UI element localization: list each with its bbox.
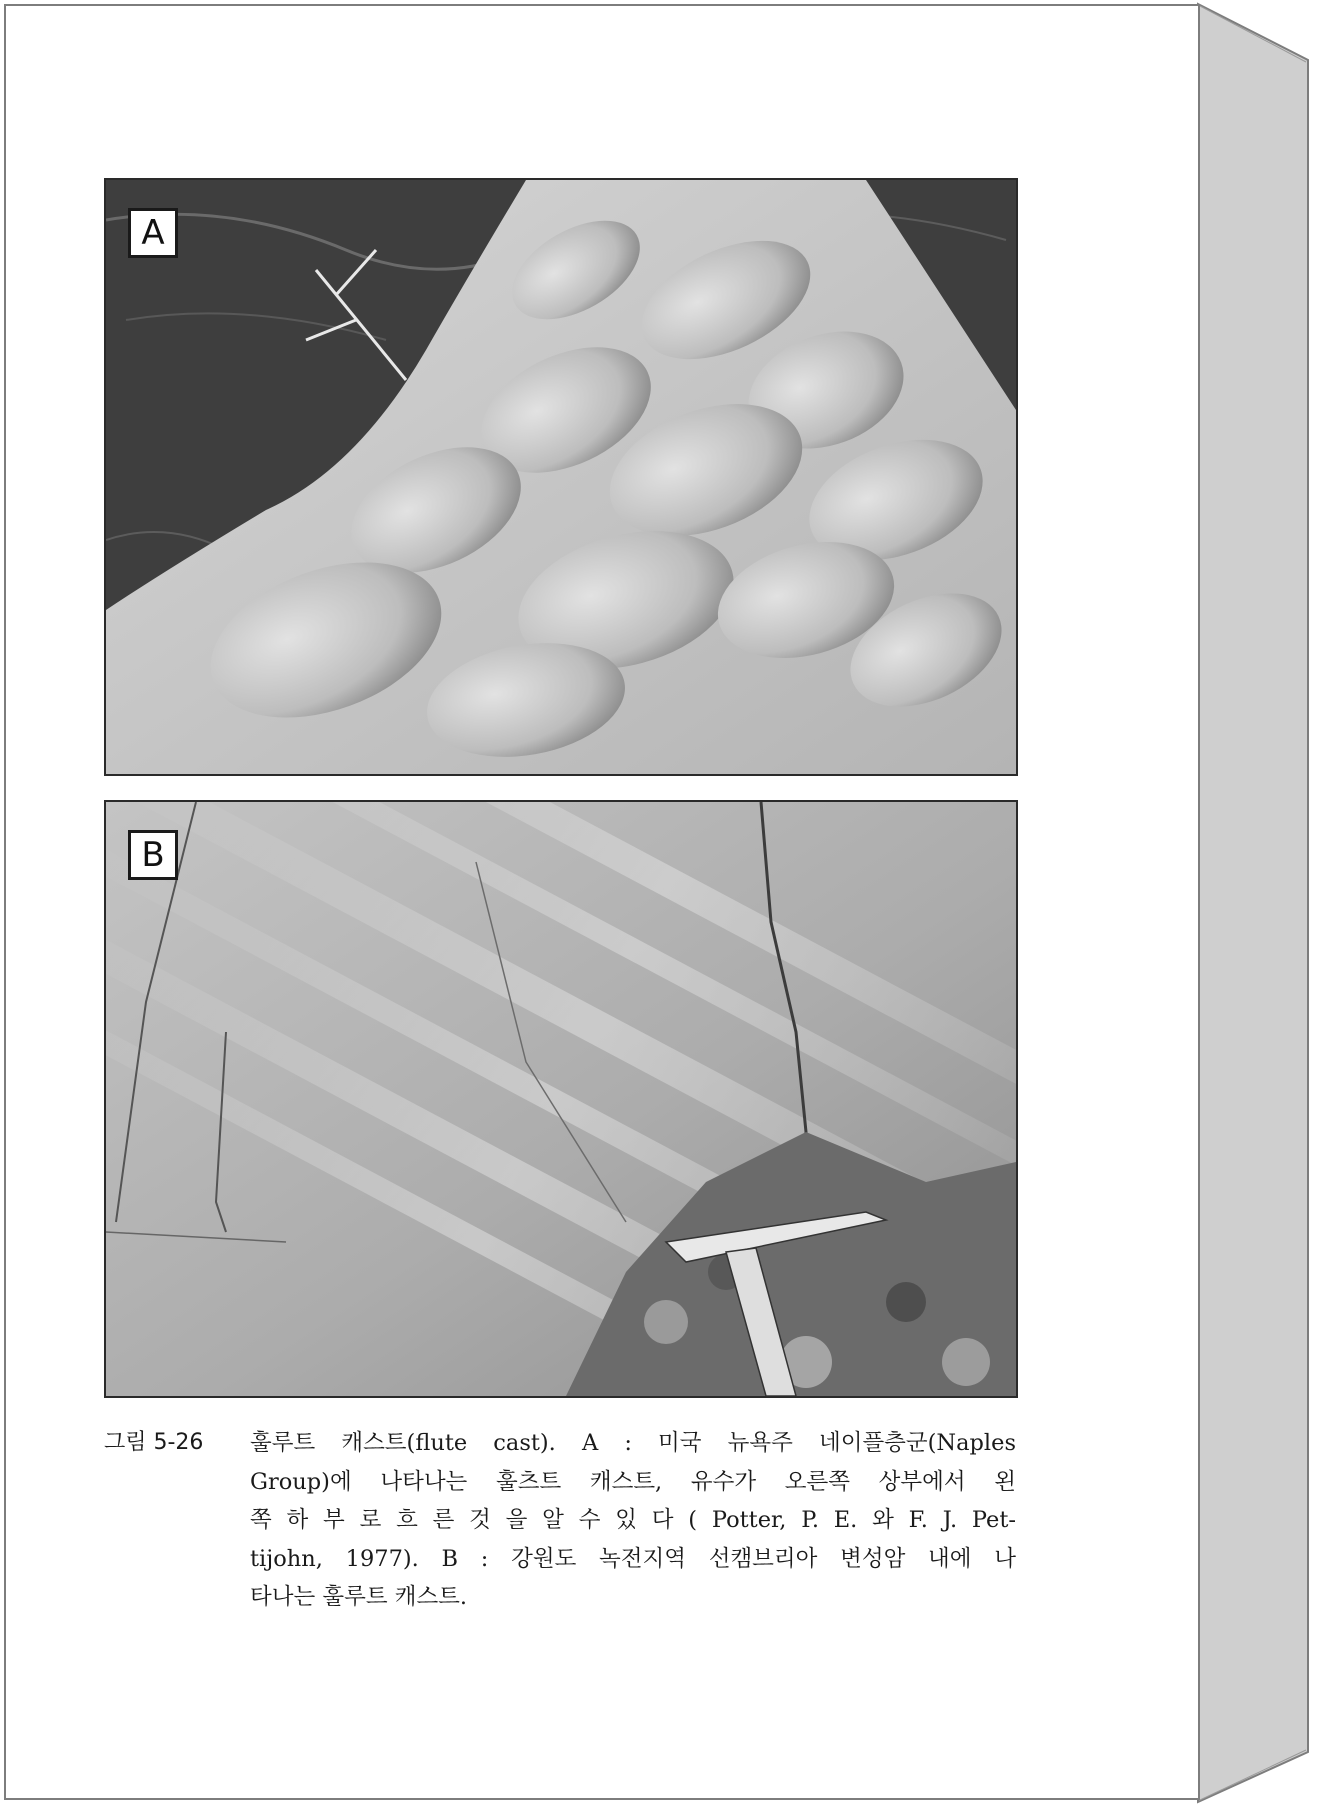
photo-a-image bbox=[106, 180, 1016, 774]
caption-line: 타나는 훌루트 캐스트. bbox=[250, 1584, 468, 1610]
caption-text bbox=[250, 1424, 1016, 1617]
panel-label-b: B bbox=[128, 830, 178, 880]
photo-a-flute-cast bbox=[104, 178, 1018, 776]
caption-line: Group)에 나타나는 훌츠트 캐스트, 유수가 오른쪽 상부에서 왼 bbox=[250, 1468, 1016, 1495]
photo-b-image bbox=[106, 802, 1016, 1396]
photo-b-flute-cast bbox=[104, 800, 1018, 1398]
caption-line: tijohn, 1977). B : 강원도 녹전지역 선캠브리아 변성암 내에 나 bbox=[250, 1545, 1016, 1572]
caption-line: 쪽 하 부 로 흐 른 것 을 알 수 있 다 ( Potter, P. E. 와 F. J. Pet- bbox=[250, 1507, 1016, 1533]
caption-line: 훌루트 캐스트(flute cast). A : 미국 뉴욕주 네이플층군(Naples bbox=[250, 1430, 1016, 1456]
panel-label-a: A bbox=[128, 208, 178, 258]
caption-figure-number: 그림 5-26 bbox=[104, 1430, 204, 1455]
